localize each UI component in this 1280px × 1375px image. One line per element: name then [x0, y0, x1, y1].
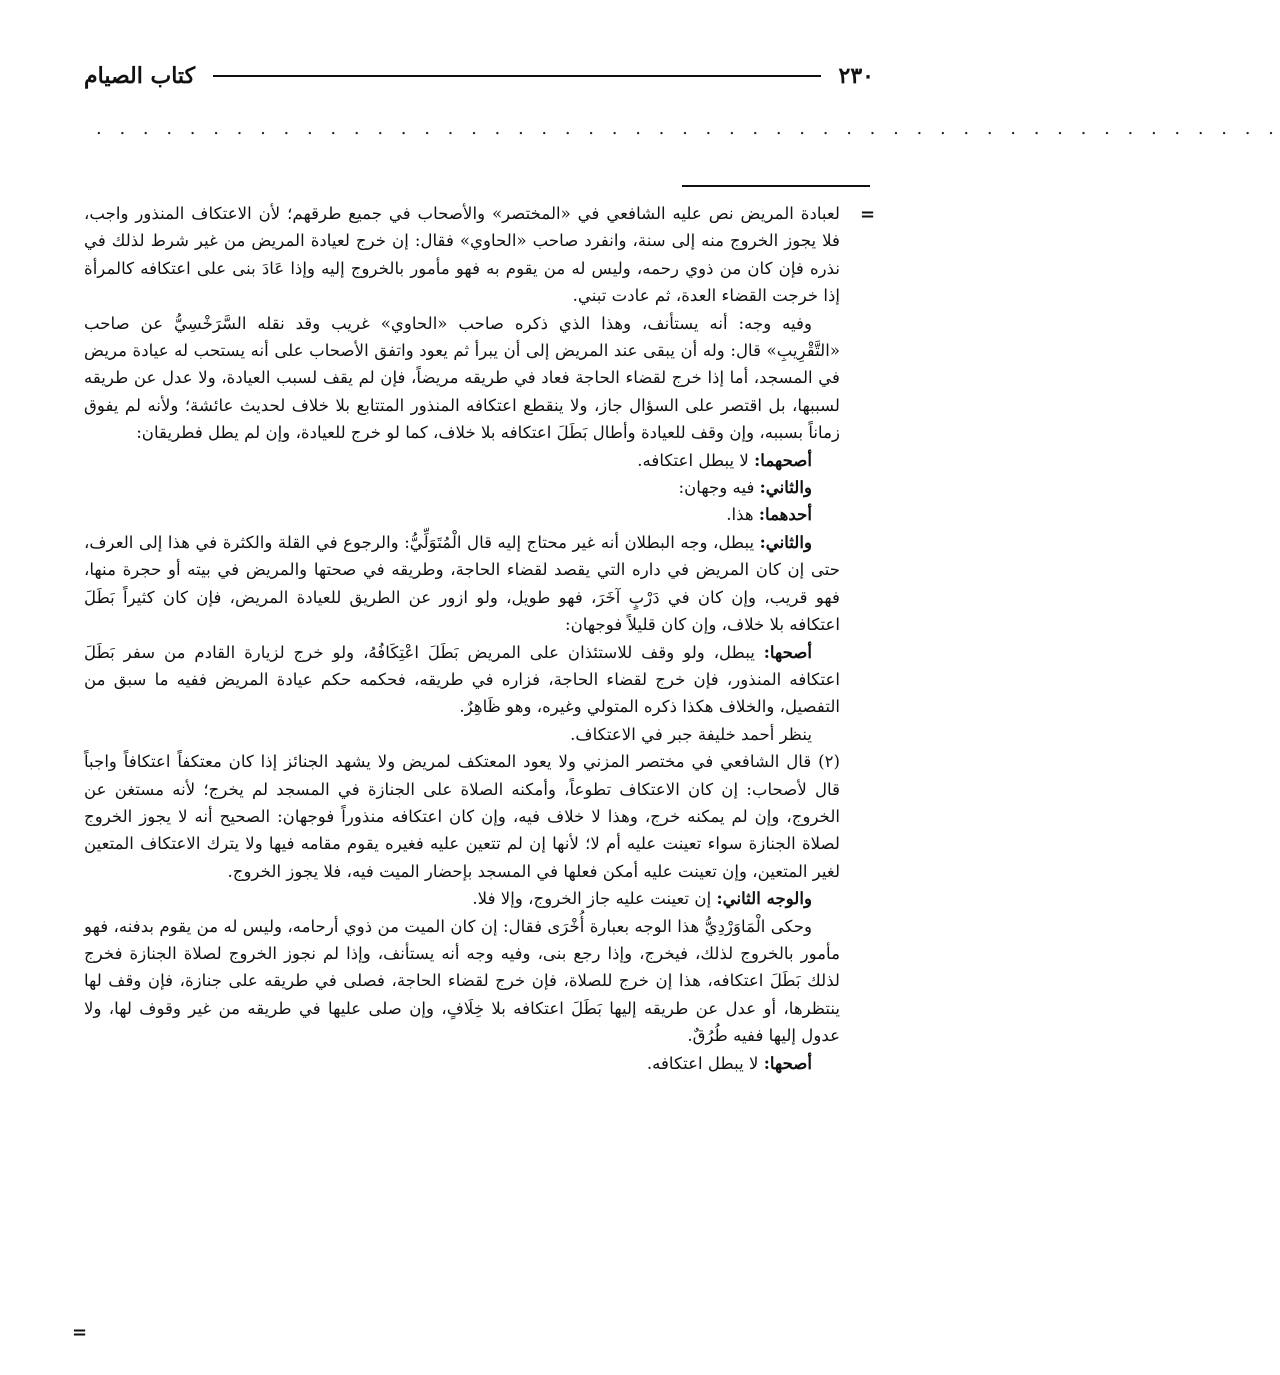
footnote-paragraph: أصحها: لا يبطل اعتكافه.: [646, 1052, 812, 1073]
footnote-paragraph: لعبادة المريض نص عليه الشافعي في «المختصر» والأصحاب في جميع طرقهم؛ لأن الاعتكاف المنذور واجب، فلا يجوز الخروج منه إلى سنة، وانفرد صاحب «الحاوي» فقال: إن خرج لعيادة المريض من غير شرط لذلك في نذره فإن كان من ذوي رحمه، وليس له من يقوم به فهو مأمور بالخروج إليه وإذا عَادَ بنى على اعتكافه كالمرأة إذا خرجت القضاء العدة، ثم عادت تبني.: [84, 204, 840, 306]
footer-continuation-mark: =: [72, 1322, 88, 1343]
footnotes-body: [84, 200, 840, 1077]
footnote-paragraph: وحكى الْمَاوَرْدِيُّ هذا الوجه بعبارة أُخْرَى فقال: إن كان الميت من ذوي أرحامه، وليس له من يقوم بدفنه، فهو مأمور بالخروج لذلك، فيخرج، وإذا رجع بنى، وفيه وجه أنه يستأنف، وإذا لم نجوز الخروج لصلاة الجنازة فخرج لذلك بَطَلَ اعتكافه، هذا إن خرج للصلاة، فإن خرج لقضاء الحاجة، فصلى في طريقه على جنازة، فإن وقف لها ينتظرها، أو عدل عن طريقه إليها بَطَلَ اعتكافه بلا خِلَافٍ، وإن صلى عليها في طريقه من غير وقوف لها، ولا عدول إليها ففيه طُرُقٌ.: [84, 916, 840, 1046]
page-header: [84, 56, 874, 96]
footnote-rule: [682, 185, 870, 187]
footnote-paragraph: وفيه وجه: أنه يستأنف، وهذا الذي ذكره صاحب «الحاوي» غريب وقد نقله السَّرَخْسِيُّ عن صاحب «التَّقْرِيبِ» قال: وله أن يبقى عند المريض إلى أن يبرأ ثم يعود واتفق الأصحاب على أنه يستحب له عيادة مريض في المسجد، أما إذا خرج لقضاء الحاجة فعاد في طريقه مريضاً، فإن لم يقف لسبب العيادة، ولا عدل عن طريقه لسببها، بل اقتصر على السؤال جاز، ولا ينقطع اعتكافه المنذور المتتابع بلا خلاف لحديث عائشة؛ ولأنه لم يفوق زماناً بسببه، وإن وقف للعيادة وأطال بَطَلَ اعتكافه بلا خلاف، كما لو خرج للعيادة، وإن لم يطل فطريقان:: [84, 313, 840, 443]
footnote-paragraph: والثاني: فيه وجهان:: [678, 477, 812, 498]
book-title: كتاب الصيام: [84, 63, 196, 89]
footnote-paragraph: والوجه الثاني: إن تعينت عليه جاز الخروج، وإلا فلا.: [472, 888, 812, 909]
footnote-2: (٢) قال الشافعي في مختصر المزني ولا يعود المعتكف لمريض ولا يشهد الجنائز إذا كان معتكفاً اعتكافاً واجباً قال لأصحاب: إن كان الاعتكاف تطوعاً، وأمكنه الصلاة على الجنازة في المسجد لم يخرج؛ لأنه مستغن عن الخروج، وإن لم يمكنه خرج، وهذا لا خلاف فيه، وإن كان اعتكافه منذوراً فوجهان: الصحيح أنه لا يجوز الخروج لصلاة الجنازة سواء تعينت عليه أم لا؛ لأنها إن لم تتعين عليه فغيره يقوم مقامه فيها ولا يترك الاعتكاف المتعين لغير المتعين، وإن تعينت عليه أمكن فعلها في المسجد بإحضار الميت فيه، فلا يجوز الخروج.: [84, 752, 840, 881]
continuation-mark: =: [860, 204, 876, 225]
footnote-paragraph: أحدهما: هذا.: [726, 504, 812, 525]
footnote-paragraph: ينظر أحمد خليفة جبر في الاعتكاف.: [570, 724, 812, 744]
footnote-number: (٢): [818, 752, 840, 772]
page-number: ٢٣٠: [838, 63, 874, 89]
header-rule: [213, 75, 821, 77]
footnote-paragraph: والثاني: يبطل، وجه البطلان أنه غير محتاج إليه قال الْمُتَوَلِّيُّ: والرجوع في القلة والكثرة في هذا إلى العرف، حتى إن كان المريض في داره التي يقصد لقضاء الحاجة، وطريقه في صحتها والمريض في بيته أو حجرة منها، فهو قريب، وإن كان في دَرْبٍ آخَرَ، فهو طويل، ولو ازور عن الطريق للعيادة المريض، فإن كان كثيراً بَطَلَ اعتكافه بلا خلاف، وإن كان قليلاً فوجهان:: [84, 531, 840, 635]
dotted-separator: . . . . . . . . . . . . . . . . . . . . . . . . . . . . . . . . . . . . . . . . . . . . . . . . . . .: [96, 118, 1280, 139]
footnote-paragraph: أصحهما: لا يبطل اعتكافه.: [637, 449, 812, 470]
footnote-paragraph: أصحها: يبطل، ولو وقف للاستئذان على المريض بَطَلَ اعْتِكَافُهُ، ولو خرج لزيارة القادم من سفر بَطَلَ اعتكافه المنذور، فإن خرج لقضاء الحاجة، فزاره في طريقه، فحكمه حكم عيادة المريض ففيه ما سبق من التفصيل، والخلاف هكذا ذكره المتولي وغيره، وهو ظَاهِرٌ.: [84, 641, 840, 717]
